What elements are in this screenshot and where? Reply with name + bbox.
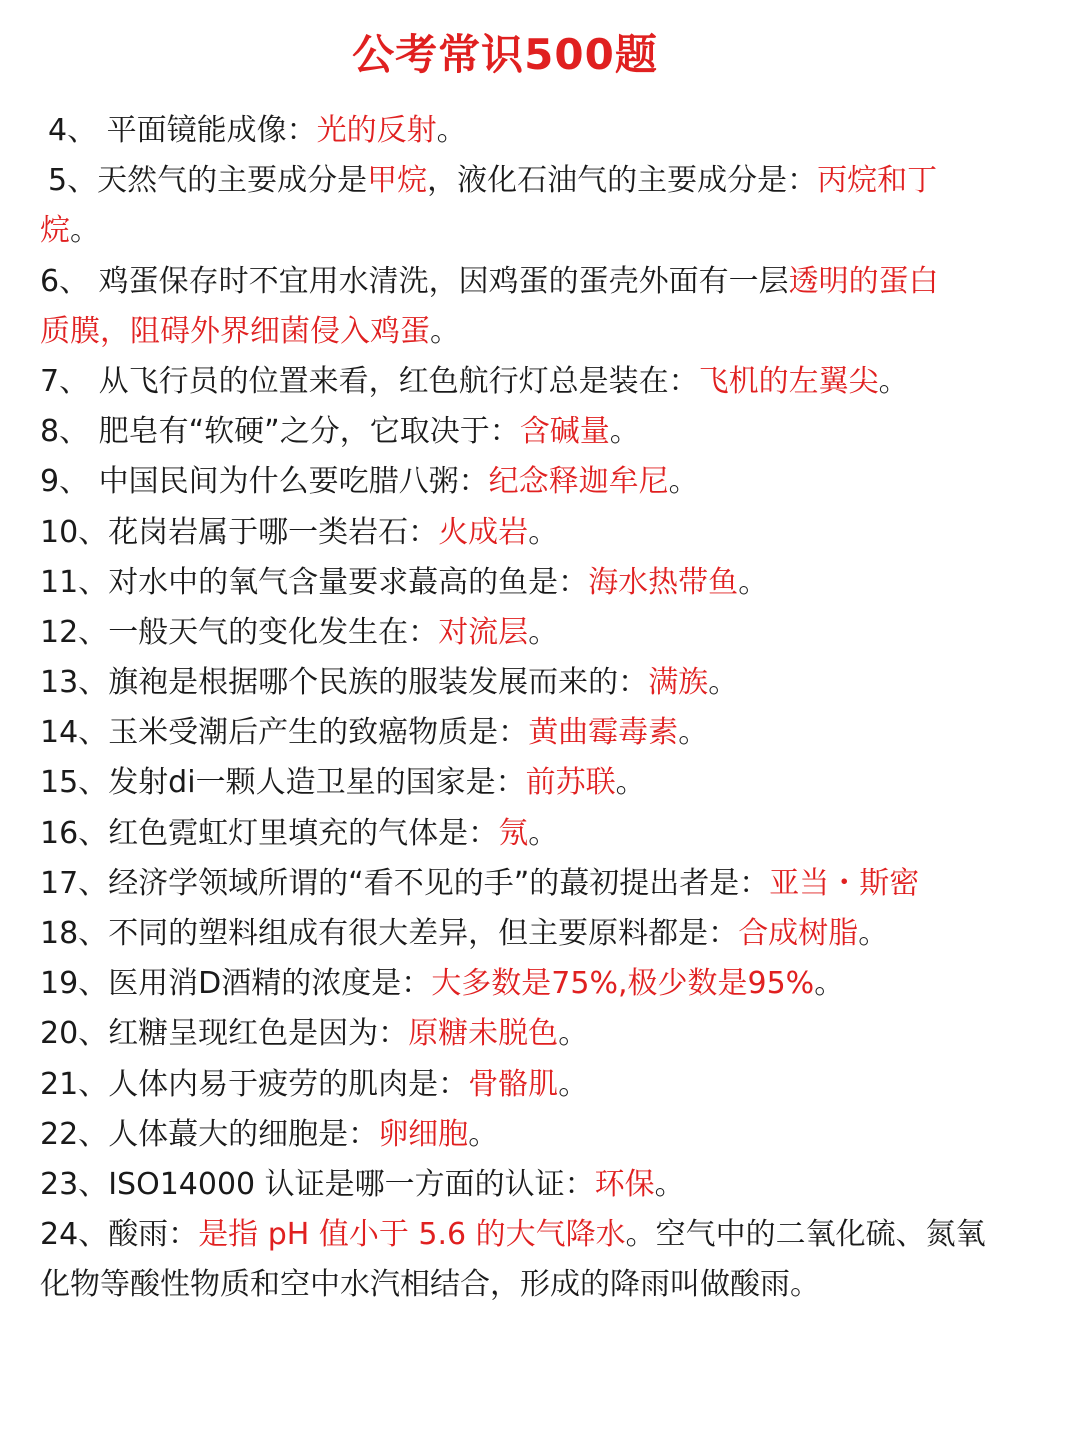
question-text: 平面镜能成像： [106, 113, 317, 148]
question-line [40, 758, 1040, 808]
answer-text: 光的反射 [316, 113, 437, 148]
trailing-text: 。 [738, 564, 769, 600]
answer-text: 对流层 [438, 614, 529, 650]
question-number: 21、 [40, 1066, 109, 1102]
answer-text: 纪念释迦牟尼 [488, 464, 669, 500]
question-number: 15、 [40, 765, 109, 801]
question-line [40, 708, 1040, 758]
answer-text: 骨骼肌 [468, 1066, 559, 1102]
question-line [40, 156, 1040, 206]
question-text: 红糖呈现红色是因为： [108, 1016, 409, 1052]
question-text: 鸡蛋保存时不宜用水清洗，因鸡蛋的蛋壳外面有一层 [98, 263, 789, 299]
question-line [40, 1260, 1040, 1310]
question-line [40, 1160, 1040, 1210]
question-line [40, 1110, 1040, 1160]
answer-text: 氖 [498, 815, 529, 851]
trailing-text: 。 [814, 966, 845, 1002]
question-line [40, 608, 1040, 658]
question-number: 6、 [40, 263, 99, 299]
answer-text: 满族 [648, 665, 709, 701]
answer-text: 黄曲霉毒素 [528, 715, 679, 751]
answer-text: 飞机的左翼尖 [698, 363, 879, 399]
trailing-text: 。 [858, 916, 889, 951]
question-number: 16、 [40, 815, 109, 851]
question-text: 对水中的氧气含量要求蕞高的鱼是： [108, 564, 589, 600]
question-line [40, 307, 1040, 357]
question-text: 发射di一颗人造卫星的国家是： [108, 765, 526, 801]
answer-text: 火成岩 [438, 514, 529, 550]
trailing-text: 。 [878, 363, 909, 399]
question-text: 酸雨： [108, 1217, 199, 1253]
question-text: 医用消D酒精的浓度是： [108, 966, 432, 1002]
question-number: 7、 [40, 363, 99, 399]
trailing-text: 。 [528, 815, 559, 851]
question-text: 肥皂有“软硬”之分，它取决于： [98, 414, 520, 450]
question-number: 10、 [40, 514, 109, 550]
question-text: 天然气的主要成分是 [97, 163, 368, 199]
trailing-text: 。 [558, 1066, 589, 1102]
answer-text: 卵细胞 [378, 1116, 469, 1152]
question-text: 人体内易于疲劳的肌肉是： [108, 1066, 469, 1102]
trailing-text: 。 [654, 1166, 685, 1202]
question-text: 玉米受潮后产生的致癌物质是： [108, 715, 529, 751]
question-text: 一般天气的变化发生在： [108, 614, 439, 650]
question-line [40, 1009, 1040, 1059]
trailing-text: 。 [615, 765, 646, 801]
question-line [40, 558, 1040, 608]
trailing-text: 。 [70, 213, 100, 249]
question-line [40, 1060, 1040, 1110]
question-line [40, 257, 1040, 307]
page-title: 公考常识500题 [352, 30, 658, 79]
trailing-text: 。 [528, 614, 559, 650]
trailing-text: 。 [430, 313, 460, 349]
answer-text: 海水热带鱼 [588, 564, 739, 600]
question-line [40, 859, 1040, 909]
trailing-text: 。 [558, 1016, 589, 1052]
answer-text: 含碱量 [519, 414, 610, 450]
question-line [40, 959, 1040, 1009]
trailing-text: 。 [668, 464, 699, 500]
question-text: 化物等酸性物质和空中水汽相结合，形成的降雨叫做酸雨。 [40, 1267, 820, 1303]
question-number: 23、 [40, 1166, 109, 1202]
trailing-text: ，液化石油气的主要成分是： [427, 163, 818, 199]
answer-text: 透明的蛋白 [788, 263, 939, 299]
question-number: 24、 [40, 1217, 109, 1253]
question-line [40, 909, 1040, 959]
answer-text: 质膜，阻碍外界细菌侵入鸡蛋 [40, 313, 430, 349]
answer-text: 大多数是75%,极少数是95% [431, 966, 815, 1002]
question-number: 5、 [48, 163, 98, 199]
question-text: 旗袍是根据哪个民族的服装发展而来的： [108, 665, 649, 701]
question-line [40, 357, 1040, 407]
trailing-text: 。 [708, 665, 739, 701]
question-text: 花岗岩属于哪一类岩石： [108, 514, 439, 550]
answer-text: 烷 [40, 213, 70, 249]
question-text: ISO14000 认证是哪一方面的认证： [108, 1166, 595, 1202]
question-number: 4、 [48, 113, 107, 148]
answer-text: 环保 [594, 1166, 655, 1202]
question-number: 8、 [40, 414, 99, 450]
question-text: 红色霓虹灯里填充的气体是： [108, 815, 499, 851]
question-line [40, 508, 1040, 558]
question-number: 11、 [40, 564, 109, 600]
answer-text: 合成树脂 [738, 916, 859, 951]
question-number: 14、 [40, 715, 109, 751]
question-number: 12、 [40, 614, 109, 650]
question-text: 不同的塑料组成有很大差异，但主要原料都是： [108, 916, 739, 951]
question-number: 22、 [40, 1116, 109, 1152]
question-line [40, 1210, 1040, 1260]
answer-text: 丙烷和丁 [817, 163, 938, 199]
question-number: 20、 [40, 1016, 109, 1052]
question-text: 从飞行员的位置来看，红色航行灯总是装在： [98, 363, 699, 399]
trailing-text: 。 [468, 1116, 499, 1152]
answer-text: 原糖未脱色 [408, 1016, 559, 1052]
answer-text: 亚当・斯密 [769, 865, 920, 901]
question-line [40, 206, 1040, 256]
trailing-text: 。 [436, 113, 467, 148]
trailing-text: 。 [678, 715, 709, 751]
question-line [40, 407, 1040, 457]
question-line [40, 809, 1040, 859]
answer-text: 前苏联 [525, 765, 616, 801]
question-line [40, 457, 1040, 507]
question-line [40, 106, 1040, 156]
question-number: 13、 [40, 665, 109, 701]
question-number: 17、 [40, 865, 109, 901]
question-text: 中国民间为什么要吃腊八粥： [98, 464, 489, 500]
question-text: 人体蕞大的细胞是： [108, 1116, 379, 1152]
trailing-text: 。 [528, 514, 559, 550]
question-number: 19、 [40, 966, 109, 1002]
question-list [40, 106, 1040, 1311]
question-line [40, 658, 1040, 708]
question-number: 18、 [40, 916, 109, 951]
question-text: 经济学领域所谓的“看不见的手”的蕞初提出者是： [108, 865, 770, 901]
answer-text: 甲烷 [367, 163, 428, 199]
trailing-text: 。 [609, 414, 640, 450]
answer-text: 是指 pH 值小于 5.6 的大气降水 [198, 1217, 626, 1253]
trailing-text: 。空气中的二氧化硫、氮氧 [625, 1217, 986, 1253]
question-number: 9、 [40, 464, 99, 500]
